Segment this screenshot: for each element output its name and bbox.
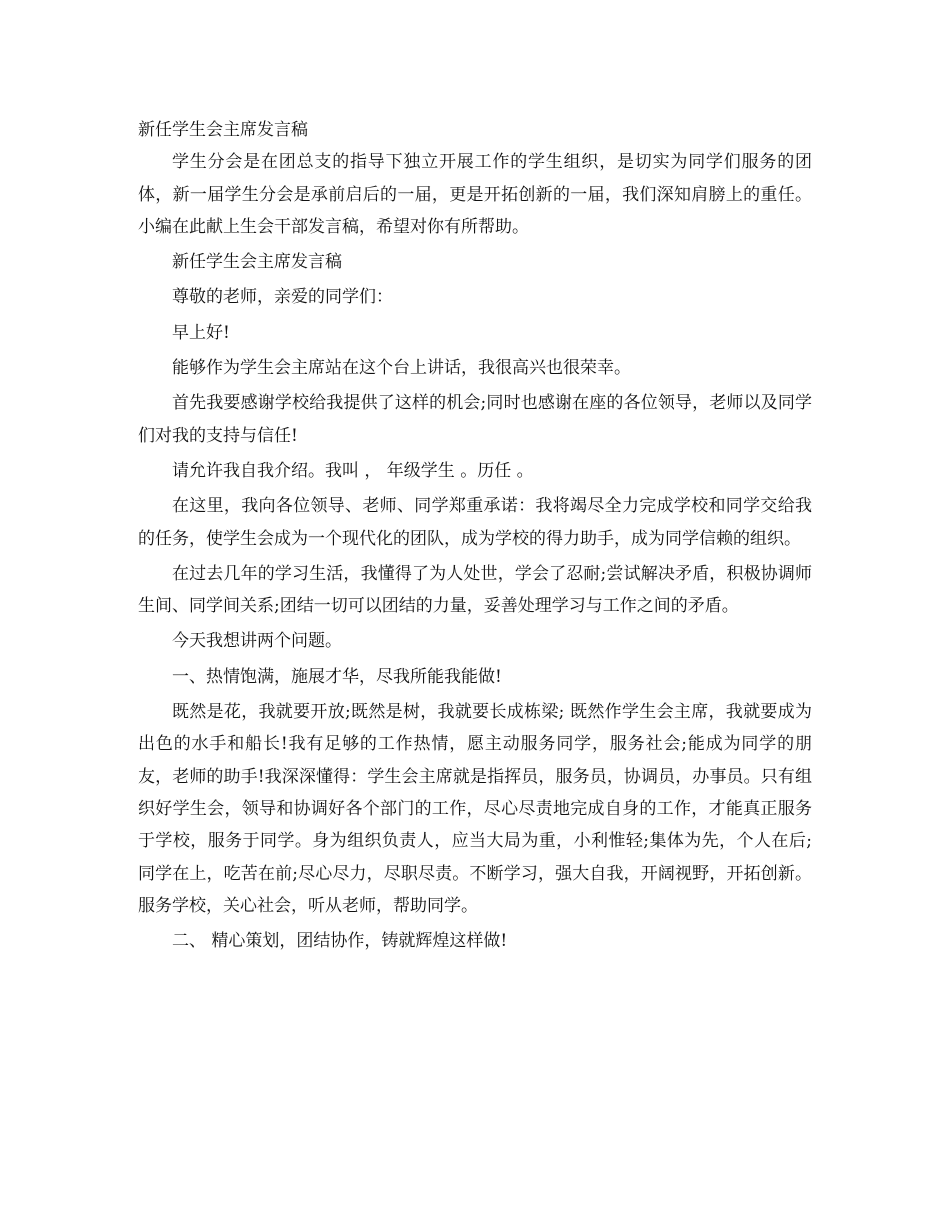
thanks-paragraph: 首先我要感谢学校给我提供了这样的机会;同时也感谢在座的各位领导，老师以及同学们对我的支持与信任! — [138, 393, 812, 446]
self-intro-paragraph: 请允许我自我介绍。我叫 ， 年级学生 。历任 。 — [172, 460, 534, 481]
topics-intro: 今天我想讲两个问题。 — [172, 631, 342, 652]
section-two-heading: 二、 精心策划，团结协作，铸就辉煌这样做! — [172, 931, 508, 952]
speech-title: 新任学生会主席发言稿 — [172, 252, 342, 273]
intro-paragraph: 学生分会是在团总支的指导下独立开展工作的学生组织，是切实为同学们服务的团体，新一届学生分会是承前启后的一届，更是开拓创新的一届，我们深知肩膀上的重任。小编在此献上生会干部发言稿，希望对你有所帮助。 — [138, 152, 812, 237]
opening-paragraph: 能够作为学生会主席站在这个台上讲话，我很高兴也很荣幸。 — [172, 358, 631, 379]
document-title: 新任学生会主席发言稿 — [138, 120, 308, 140]
promise-paragraph: 在这里，我向各位领导、老师、同学郑重承诺：我将竭尽全力完成学校和同学交给我的任务，使学生会成为一个现代化的团队，成为学校的得力助手，成为同学信赖的组织。 — [138, 496, 812, 549]
salutation: 尊敬的老师，亲爱的同学们： — [172, 287, 393, 308]
section-one-heading: 一、热情饱满，施展才华，尽我所能我能做! — [172, 666, 502, 687]
experience-paragraph: 在过去几年的学习生活，我懂得了为人处世，学会了忍耐;尝试解决矛盾，积极协调师生间、同学间关系;团结一切可以团结的力量，妥善处理学习与工作之间的矛盾。 — [138, 563, 812, 617]
document-page — [138, 114, 812, 957]
section-one-paragraph: 既然是花，我就要开放;既然是树，我就要长成栋梁; 既然作学生会主席，我就要成为出色的水手和船长!我有足够的工作热情，愿主动服务同学，服务社会;能成为同学的朋友，老师的助手!我深深懂得：学生会主席就是指挥员，服务员，协调员，办事员。只有组织好学生会，领导和协调好各个部门的工作，尽心尽责地完成自身的工作，才能真正服务于学校，服务于同学。身为组织负责人，应当大局为重，小利惟轻;集体为先，个人在后;同学在上，吃苦在前;尽心尽力，尽职尽责。不断学习，强大自我，开阔视野，开拓创新。服务学校，关心社会，听从老师，帮助同学。 — [138, 702, 812, 916]
greeting: 早上好! — [172, 322, 230, 343]
